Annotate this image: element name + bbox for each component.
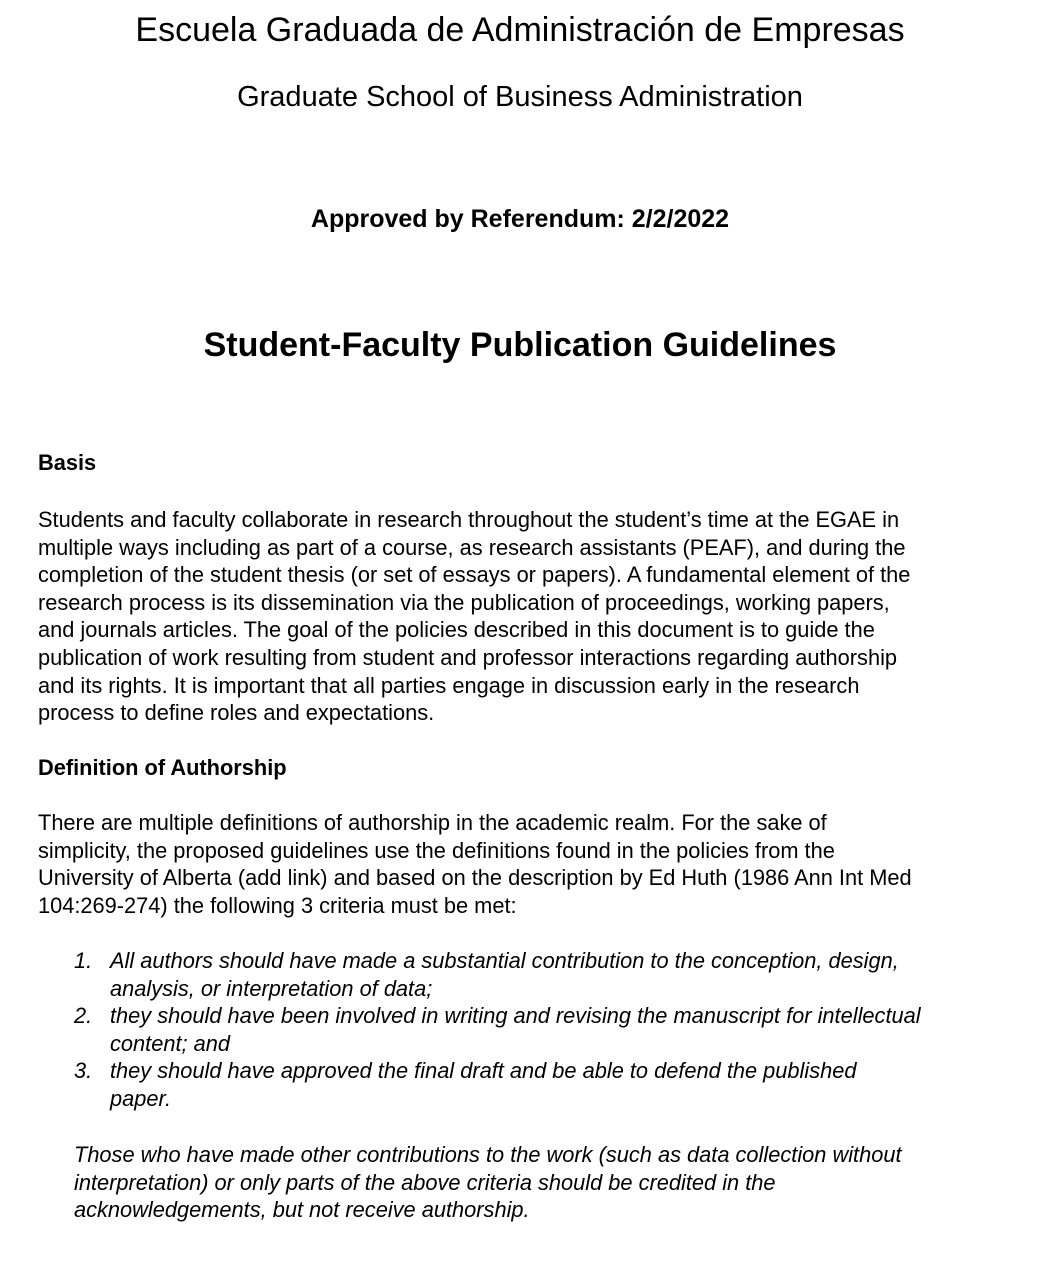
criteria-line: All authors should have made a substantial contribution to the conception, design, [110,948,899,973]
document-title: Student-Faculty Publication Guidelines [203,326,837,364]
criteria-item [74,1057,1034,1112]
criteria-item [74,1002,1034,1057]
section-heading-definition: Definition of Authorship [38,755,287,780]
note-line: acknowledgements, but not receive authorship. [74,1197,530,1223]
definition-line: There are multiple definitions of authorship in the academic realm. For the sake of [38,810,827,835]
definition-line: 104:269-274) the following 3 criteria must be met: [38,892,517,918]
basis-line: Students and faculty collaborate in research throughout the student’s time at the EGAE in [38,507,900,532]
criteria-line: analysis, or interpretation of data; [110,975,433,1001]
criteria-line: paper. [110,1085,171,1111]
basis-line: completion of the student thesis (or set of essays or papers). A fundamental element of the [38,562,911,588]
basis-line: research process is its dissemination via the publication of proceedings, working papers, [38,589,890,615]
basis-line: and its rights. It is important that all parties engage in discussion early in the research [38,672,860,698]
acknowledgement-note [74,1141,1034,1224]
criteria-number: 2. [74,1003,93,1029]
authorship-criteria-list [74,947,1034,1113]
school-name-english: Graduate School of Business Administration [237,81,803,113]
definition-line: simplicity, the proposed guidelines use the definitions found in the policies from the [38,837,835,863]
school-name-spanish: Escuela Graduada de Administración de Empresas [135,11,905,49]
approval-date: Approved by Referendum: 2/2/2022 [310,205,730,233]
note-line: interpretation) or only parts of the above criteria should be credited in the [74,1169,776,1195]
basis-line: process to define roles and expectations. [38,700,435,726]
criteria-line: content; and [110,1030,230,1056]
definition-paragraph [38,809,1028,919]
criteria-item [74,947,1034,1002]
criteria-line: they should have been involved in writing and revising the manuscript for intellectual [110,1003,921,1029]
basis-paragraph [38,506,1028,727]
definition-line: University of Alberta (add link) and based on the description by Ed Huth (1986 Ann Int Med [38,865,912,891]
criteria-number: 1. [74,948,93,973]
criteria-number: 3. [74,1058,93,1084]
basis-line: multiple ways including as part of a course, as research assistants (PEAF), and during the [38,534,906,560]
note-line: Those who have made other contributions to the work (such as data collection without [74,1142,902,1167]
basis-line: publication of work resulting from student and professor interactions regarding authorship [38,644,898,670]
basis-line: and journals articles. The goal of the policies described in this document is to guide the [38,617,875,643]
section-heading-basis: Basis [38,450,97,475]
criteria-line: they should have approved the final draft and be able to defend the published [110,1058,857,1084]
